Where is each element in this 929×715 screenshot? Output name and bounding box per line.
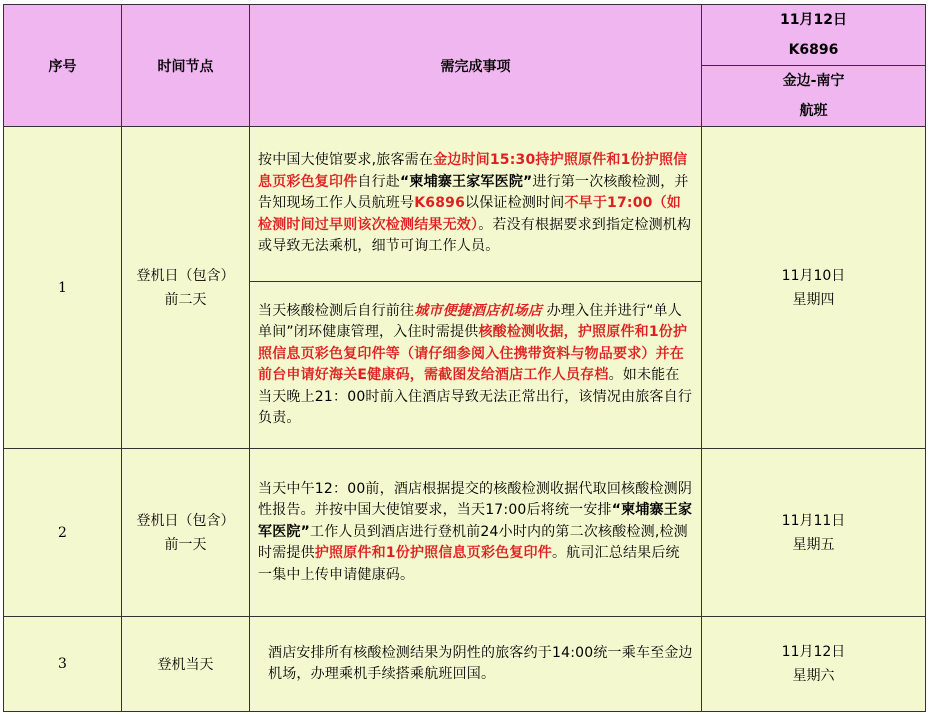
- task-text-segment: 按中国大使馆要求,旅客需在: [258, 152, 434, 169]
- task-text-segment: 。若没有根据要求到指定检测机构或导致无法乘机，细节可询工作人员。: [258, 216, 692, 255]
- task-text-segment: 。如未能在当天晚上21：00时前入住酒店导致无法正常出行，该情况由旅客自行负责。: [258, 367, 693, 426]
- task-text-segment: 进行第一次核酸检测，并告知现场工作人员航班号: [258, 173, 689, 212]
- row2-date: [702, 449, 926, 617]
- task-text-segment: 护照原件和1份护照信息页彩色复印件: [314, 545, 552, 562]
- row1-time-line2: 前二天: [164, 291, 207, 308]
- row3-date: [702, 617, 926, 712]
- row1-index: 1: [4, 127, 122, 449]
- row2-weekday: 星期五: [792, 536, 835, 553]
- route-name: 金边-南宁: [782, 73, 845, 89]
- row3-time: 登机当天: [122, 617, 250, 712]
- task-text-segment: 工作人员到酒店进行登机前24小时内的第二次核酸检测,检测时需提供: [258, 523, 688, 562]
- row3-index: 3: [4, 617, 122, 712]
- row1-time: [122, 127, 250, 449]
- row1-task-b: [250, 282, 702, 449]
- task-text-segment: 自行赴: [357, 173, 401, 190]
- row1-weekday: 星期四: [792, 291, 835, 308]
- task-text-segment: 办理入住并进行“单人单间”闭环健康管理，入住时需提供: [258, 302, 682, 340]
- flight-date: 11月12日: [780, 12, 847, 28]
- schedule-table: [3, 4, 926, 712]
- header-time: 时间节点: [122, 5, 250, 127]
- task-text-segment: 当天核酸检测后自行前往: [258, 302, 415, 319]
- row2-date-day: 11月11日: [781, 512, 846, 529]
- task-text-segment: 以保证检测时间: [465, 195, 565, 212]
- route-sub: 航班: [799, 103, 828, 119]
- header-task: 需完成事项: [250, 5, 702, 127]
- row1-time-line1: 登机日（包含）: [136, 267, 235, 284]
- row2-time-line2: 前一天: [164, 536, 207, 553]
- task-text-segment: 城市便捷酒店机场店: [414, 302, 543, 319]
- row1-task-a: [250, 127, 702, 282]
- task-text-segment: 当天中午12：00前，酒店根据提交的核酸检测收据代取回核酸检测阴性报告。并按中国大使馆要求，当天17:00后将统一安排: [258, 480, 693, 519]
- row3-weekday: 星期六: [792, 668, 835, 684]
- header-route: [702, 66, 926, 127]
- task-text-segment: 不早于17:00（如检测时间过早则该次检测结果无效）: [258, 195, 682, 233]
- row2-task: [250, 449, 702, 617]
- task-text-segment: 。航司汇总结果后统一集中上传申请健康码。: [258, 545, 680, 583]
- header-index: 序号: [4, 5, 122, 127]
- row2-index: 2: [4, 449, 122, 617]
- task-text-segment: 金边时间15:30持护照原件和1份护照信息页彩色复印件: [258, 152, 688, 190]
- row2-time-line1: 登机日（包含）: [136, 512, 235, 529]
- task-text-segment: K6896: [414, 195, 466, 212]
- task-text-segment: “柬埔寨王家军医院”: [258, 502, 693, 540]
- row3-task: [250, 617, 702, 712]
- task-text-segment: 核酸检测收据，护照原件和1份护照信息页彩色复印件等（请仔细参阅入住携带资料与物品要求）并在前台申请好海关E健康码，需截图发给酒店工作人员存档: [258, 324, 688, 383]
- flight-number: K6896: [788, 42, 839, 58]
- row1-date-day: 11月10日: [781, 267, 846, 284]
- task-text-segment: 酒店安排所有核酸检测结果为阴性的旅客约于14:00统一乘车至金边机场，办理乘机手续搭乘航班回国。: [268, 644, 693, 682]
- row1-date: [702, 127, 926, 449]
- header-flight: [702, 5, 926, 66]
- row3-date-day: 11月12日: [781, 644, 846, 660]
- row2-time: [122, 449, 250, 617]
- task-text-segment: “柬埔寨王家军医院”: [400, 173, 533, 190]
- schedule-sheet: [3, 4, 925, 712]
